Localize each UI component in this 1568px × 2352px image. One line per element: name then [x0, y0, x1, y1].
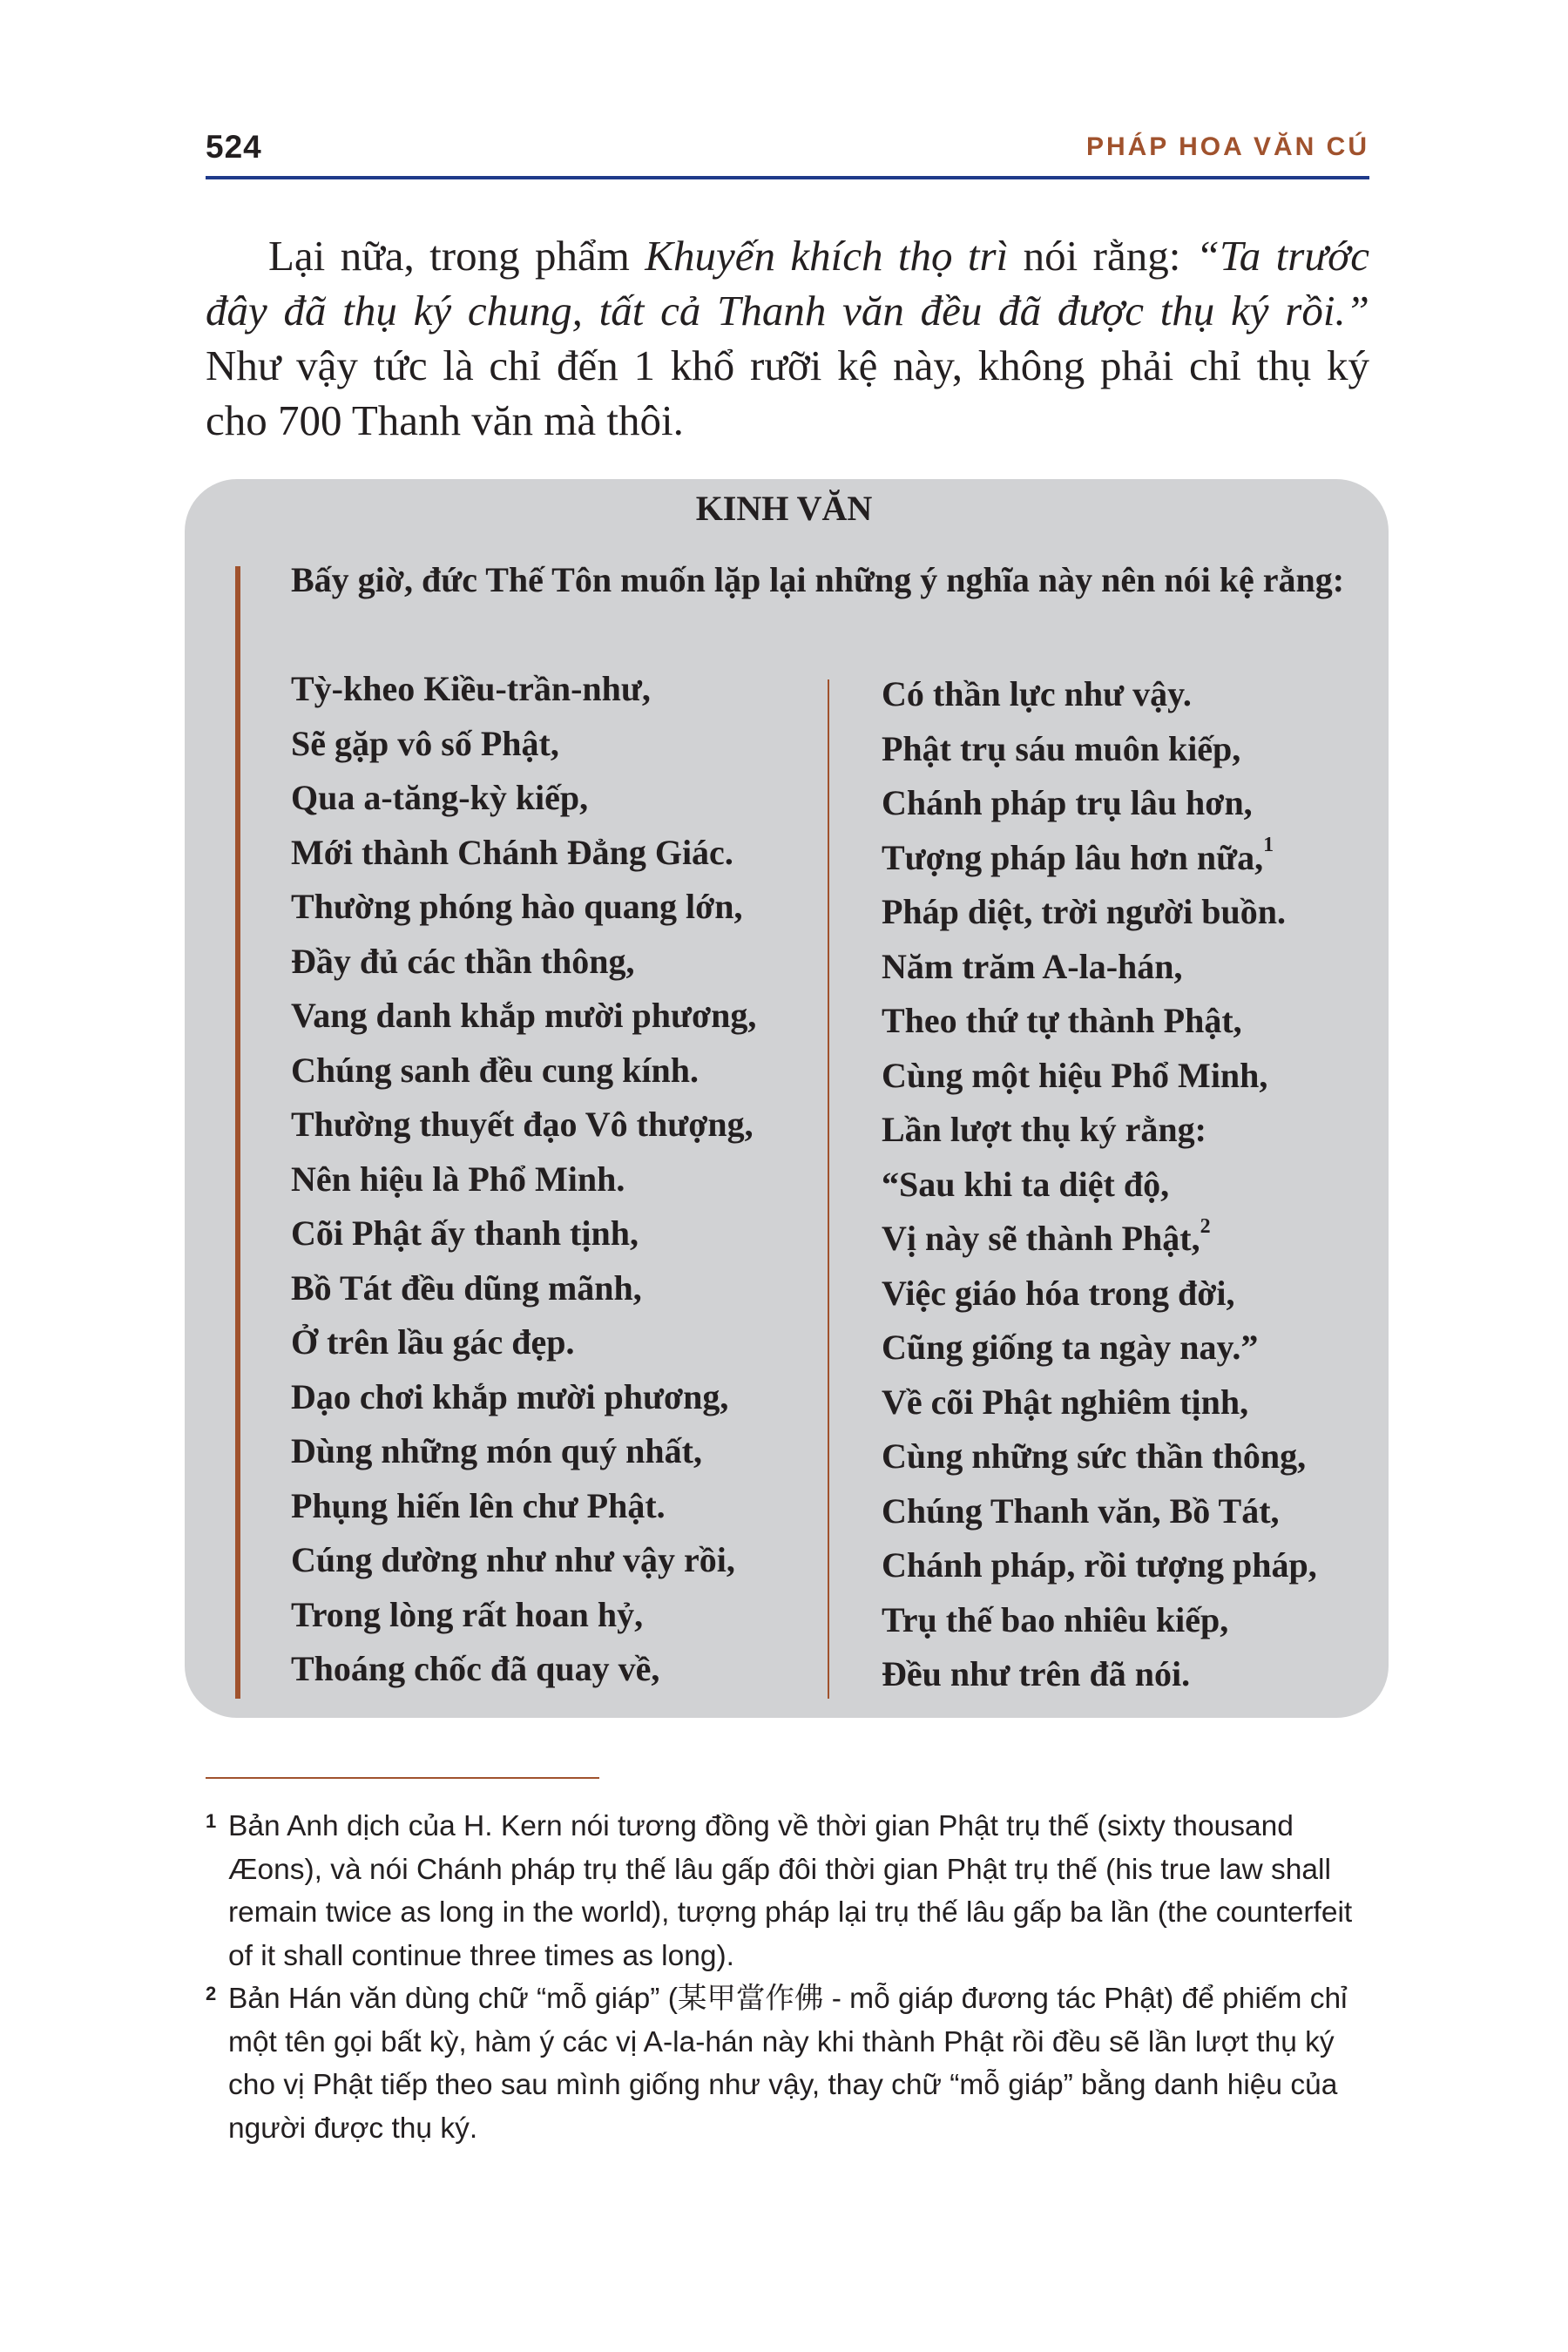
verse-line: Việc giáo hóa trong đời, — [882, 1273, 1235, 1313]
footnote-2 — [206, 1977, 1369, 2150]
verse-line: Dùng những món quý nhất, — [291, 1431, 702, 1470]
verse-line: Phật trụ sáu muôn kiếp, — [882, 728, 1241, 768]
verse-column-left — [291, 662, 831, 1697]
footnote-text: Bản Hán văn dùng chữ “mỗ giáp” (某甲當作佛 - mỗ giáp đương tác Phật) để phiếm chỉ một tên gọi bất kỳ, hàm ý các vị A-la-hán này khi thành Phật rồi đều sẽ lần lượt thụ ký cho vị Phật tiếp theo sau mình giống như vậy, thay chữ “mỗ giáp” bằng danh hiệu của người được thụ ký. — [228, 1983, 1348, 2145]
verse-line-with-note — [882, 1212, 1422, 1267]
verse-line: Qua a-tăng-kỳ kiếp, — [291, 778, 589, 817]
page-header — [206, 122, 1369, 174]
verse-line: Cõi Phật ấy thanh tịnh, — [291, 1213, 639, 1253]
verse-line: Thường thuyết đạo Vô thượng, — [291, 1105, 754, 1144]
intro-text-3: Như vậy tức là chỉ đến 1 khổ rưỡi kệ này, không phải chỉ thụ ký cho 700 Thanh văn mà thôi. — [206, 341, 1369, 444]
running-title: PHÁP HOA VĂN CÚ — [1085, 132, 1369, 161]
verse-line: “Sau khi ta diệt độ, — [882, 1164, 1170, 1204]
footnote-ref[interactable]: 1 — [1263, 834, 1274, 857]
verse-line: Chánh pháp, rồi tượng pháp, — [882, 1545, 1317, 1585]
verse-line: Lần lượt thụ ký rằng: — [882, 1110, 1206, 1149]
verse-line-text: Vị này sẽ thành Phật, — [882, 1219, 1200, 1258]
intro-italic-2: “Ta trước đây đã thụ ký chung, tất cả Thanh văn đều đã được thụ ký rồi.” — [206, 232, 1369, 335]
verse-line: Mới thành Chánh Đẳng Giác. — [291, 832, 733, 872]
footnote-mark: 2 — [206, 1983, 217, 2004]
verse-line: Vang danh khắp mười phương, — [291, 996, 757, 1035]
verse-line: Thoáng chốc đã quay về, — [291, 1649, 660, 1688]
verse-line: Đầy đủ các thần thông, — [291, 941, 635, 981]
verse-line: Cùng một hiệu Phổ Minh, — [882, 1055, 1268, 1095]
intro-paragraph — [206, 228, 1369, 448]
footnote-rule — [206, 1777, 599, 1779]
footnote-mark: 1 — [206, 1810, 217, 1832]
verse-line: Cũng giống ta ngày nay.” — [882, 1328, 1259, 1367]
footnote-1 — [206, 1805, 1369, 1977]
sutra-intro: Bấy giờ, đức Thế Tôn muốn lặp lại những ý nghĩa này nên nói kệ rằng: — [291, 560, 1345, 599]
verse-line-with-note — [882, 831, 1422, 886]
verse-line-text: Tượng pháp lâu hơn nữa, — [882, 837, 1264, 877]
verse-line: Dạo chơi khắp mười phương, — [291, 1376, 729, 1416]
verse-line: Ở trên lầu gác đẹp. — [291, 1322, 575, 1362]
verse-line: Cùng những sức thần thông, — [882, 1436, 1307, 1476]
verse-line: Trong lòng rất hoan hỷ, — [291, 1594, 644, 1634]
sutra-title: KINH VĂN — [695, 489, 873, 528]
verse-line: Nên hiệu là Phổ Minh. — [291, 1159, 625, 1199]
verse-line: Thường phóng hào quang lớn, — [291, 887, 743, 926]
verse-column-right — [882, 667, 1422, 1702]
verse-line: Đều như trên đã nói. — [882, 1654, 1191, 1693]
verse-line: Theo thứ tự thành Phật, — [882, 1001, 1242, 1040]
verse-line: Chúng Thanh văn, Bồ Tát, — [882, 1490, 1280, 1531]
sutra-left-bar — [235, 566, 240, 1699]
page-number: 524 — [206, 129, 262, 165]
intro-italic-1: Khuyến khích thọ trì — [645, 232, 1009, 280]
verse-line: Chúng sanh đều cung kính. — [291, 1050, 700, 1090]
intro-text-1: Lại nữa, trong phẩm — [268, 232, 645, 280]
footnote-ref[interactable]: 2 — [1200, 1214, 1211, 1238]
verse-line: Phụng hiến lên chư Phật. — [291, 1485, 666, 1525]
header-rule — [206, 176, 1369, 179]
intro-text-2: nói rằng: — [1008, 232, 1196, 280]
verse-line: Trụ thế bao nhiêu kiếp, — [882, 1599, 1229, 1639]
verse-line: Pháp diệt, trời người buồn. — [882, 892, 1286, 931]
verse-line: Bồ Tát đều dũng mãnh, — [291, 1267, 642, 1308]
verse-line: Cúng dường như như vậy rồi, — [291, 1540, 735, 1579]
verse-line: Sẽ gặp vô số Phật, — [291, 723, 559, 763]
verse-line: Tỳ-kheo Kiều-trần-như, — [291, 669, 651, 708]
verse-line: Có thần lực như vậy. — [882, 674, 1192, 713]
footnote-text: Bản Anh dịch của H. Kern nói tương đồng về thời gian Phật trụ thế (sixty thousand Æons), và nói Chánh pháp trụ thế lâu gấp đôi thời gian Phật trụ thế (his true law shall remain twice as long in the world), tượng pháp lại trụ thế lâu gấp ba lần (the counterfeit of it shall continue three times as long). — [228, 1810, 1353, 1972]
verse-line: Chánh pháp trụ lâu hơn, — [882, 783, 1253, 822]
verse-line: Về cõi Phật nghiêm tịnh, — [882, 1382, 1249, 1422]
footnotes — [206, 1805, 1369, 2150]
verse-line: Năm trăm A-la-hán, — [882, 946, 1183, 986]
